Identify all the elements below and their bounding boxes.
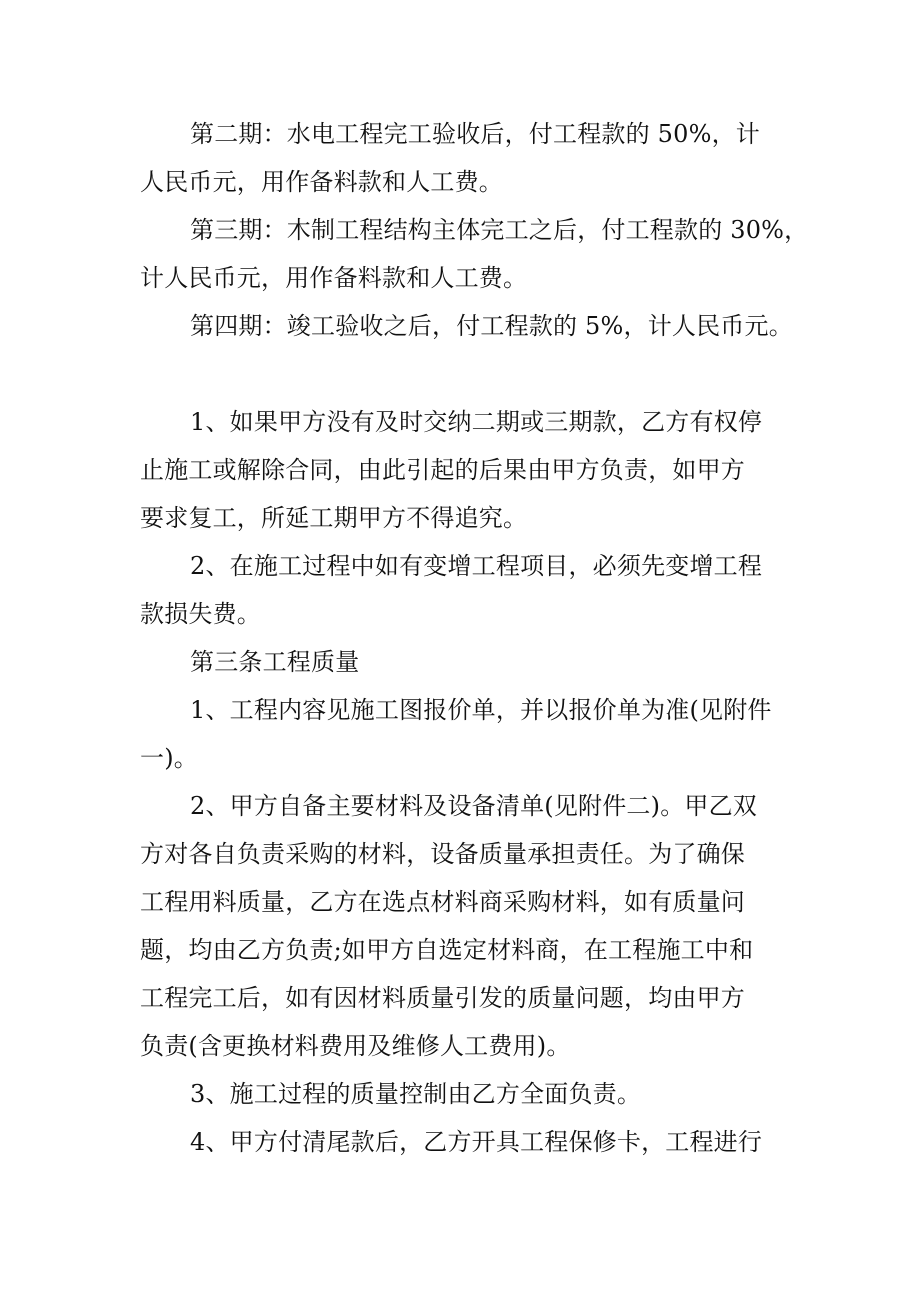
paragraph-line: 2、在施工过程中如有变增工程项目，必须先变增工程	[190, 552, 763, 580]
paragraph-line: 3、施工过程的质量控制由乙方全面负责。	[190, 1080, 642, 1108]
paragraph-line: 第三期：木制工程结构主体完工之后，付工程款的 30%，	[190, 216, 809, 244]
paragraph-line: 止施工或解除合同，由此引起的后果由甲方负责，如甲方	[140, 456, 745, 484]
section-heading: 第三条工程质量	[190, 648, 360, 676]
paragraph-line: 题，均由乙方负责;如甲方自选定材料商，在工程施工中和	[140, 936, 754, 964]
paragraph-line: 2、甲方自备主要材料及设备清单(见附件二)。甲乙双	[190, 792, 757, 820]
paragraph-line: 负责(含更换材料费用及维修人工费用)。	[140, 1032, 571, 1060]
paragraph-line: 工程用料质量，乙方在选点材料商采购材料，如有质量问	[140, 888, 745, 916]
paragraph-line: 要求复工，所延工期甲方不得追究。	[140, 504, 528, 532]
paragraph-line: 人民币元，用作备料款和人工费。	[140, 168, 503, 196]
paragraph-line: 1、工程内容见施工图报价单，并以报价单为准(见附件	[190, 696, 772, 724]
paragraph-line: 第二期：水电工程完工验收后，付工程款的 50%，计	[190, 120, 760, 148]
paragraph-line: 计人民币元，用作备料款和人工费。	[140, 264, 528, 292]
paragraph-line: 第四期：竣工验收之后，付工程款的 5%，计人民币元。	[190, 312, 793, 340]
paragraph-line: 一)。	[140, 744, 198, 772]
paragraph-line: 工程完工后，如有因材料质量引发的质量问题，均由甲方	[140, 984, 745, 1012]
paragraph-line: 方对各自负责采购的材料，设备质量承担责任。为了确保	[140, 840, 745, 868]
paragraph-line: 4、甲方付清尾款后，乙方开具工程保修卡，工程进行	[190, 1128, 763, 1156]
paragraph-line: 1、如果甲方没有及时交纳二期或三期款，乙方有权停	[190, 408, 763, 436]
paragraph-line: 款损失费。	[140, 600, 261, 628]
